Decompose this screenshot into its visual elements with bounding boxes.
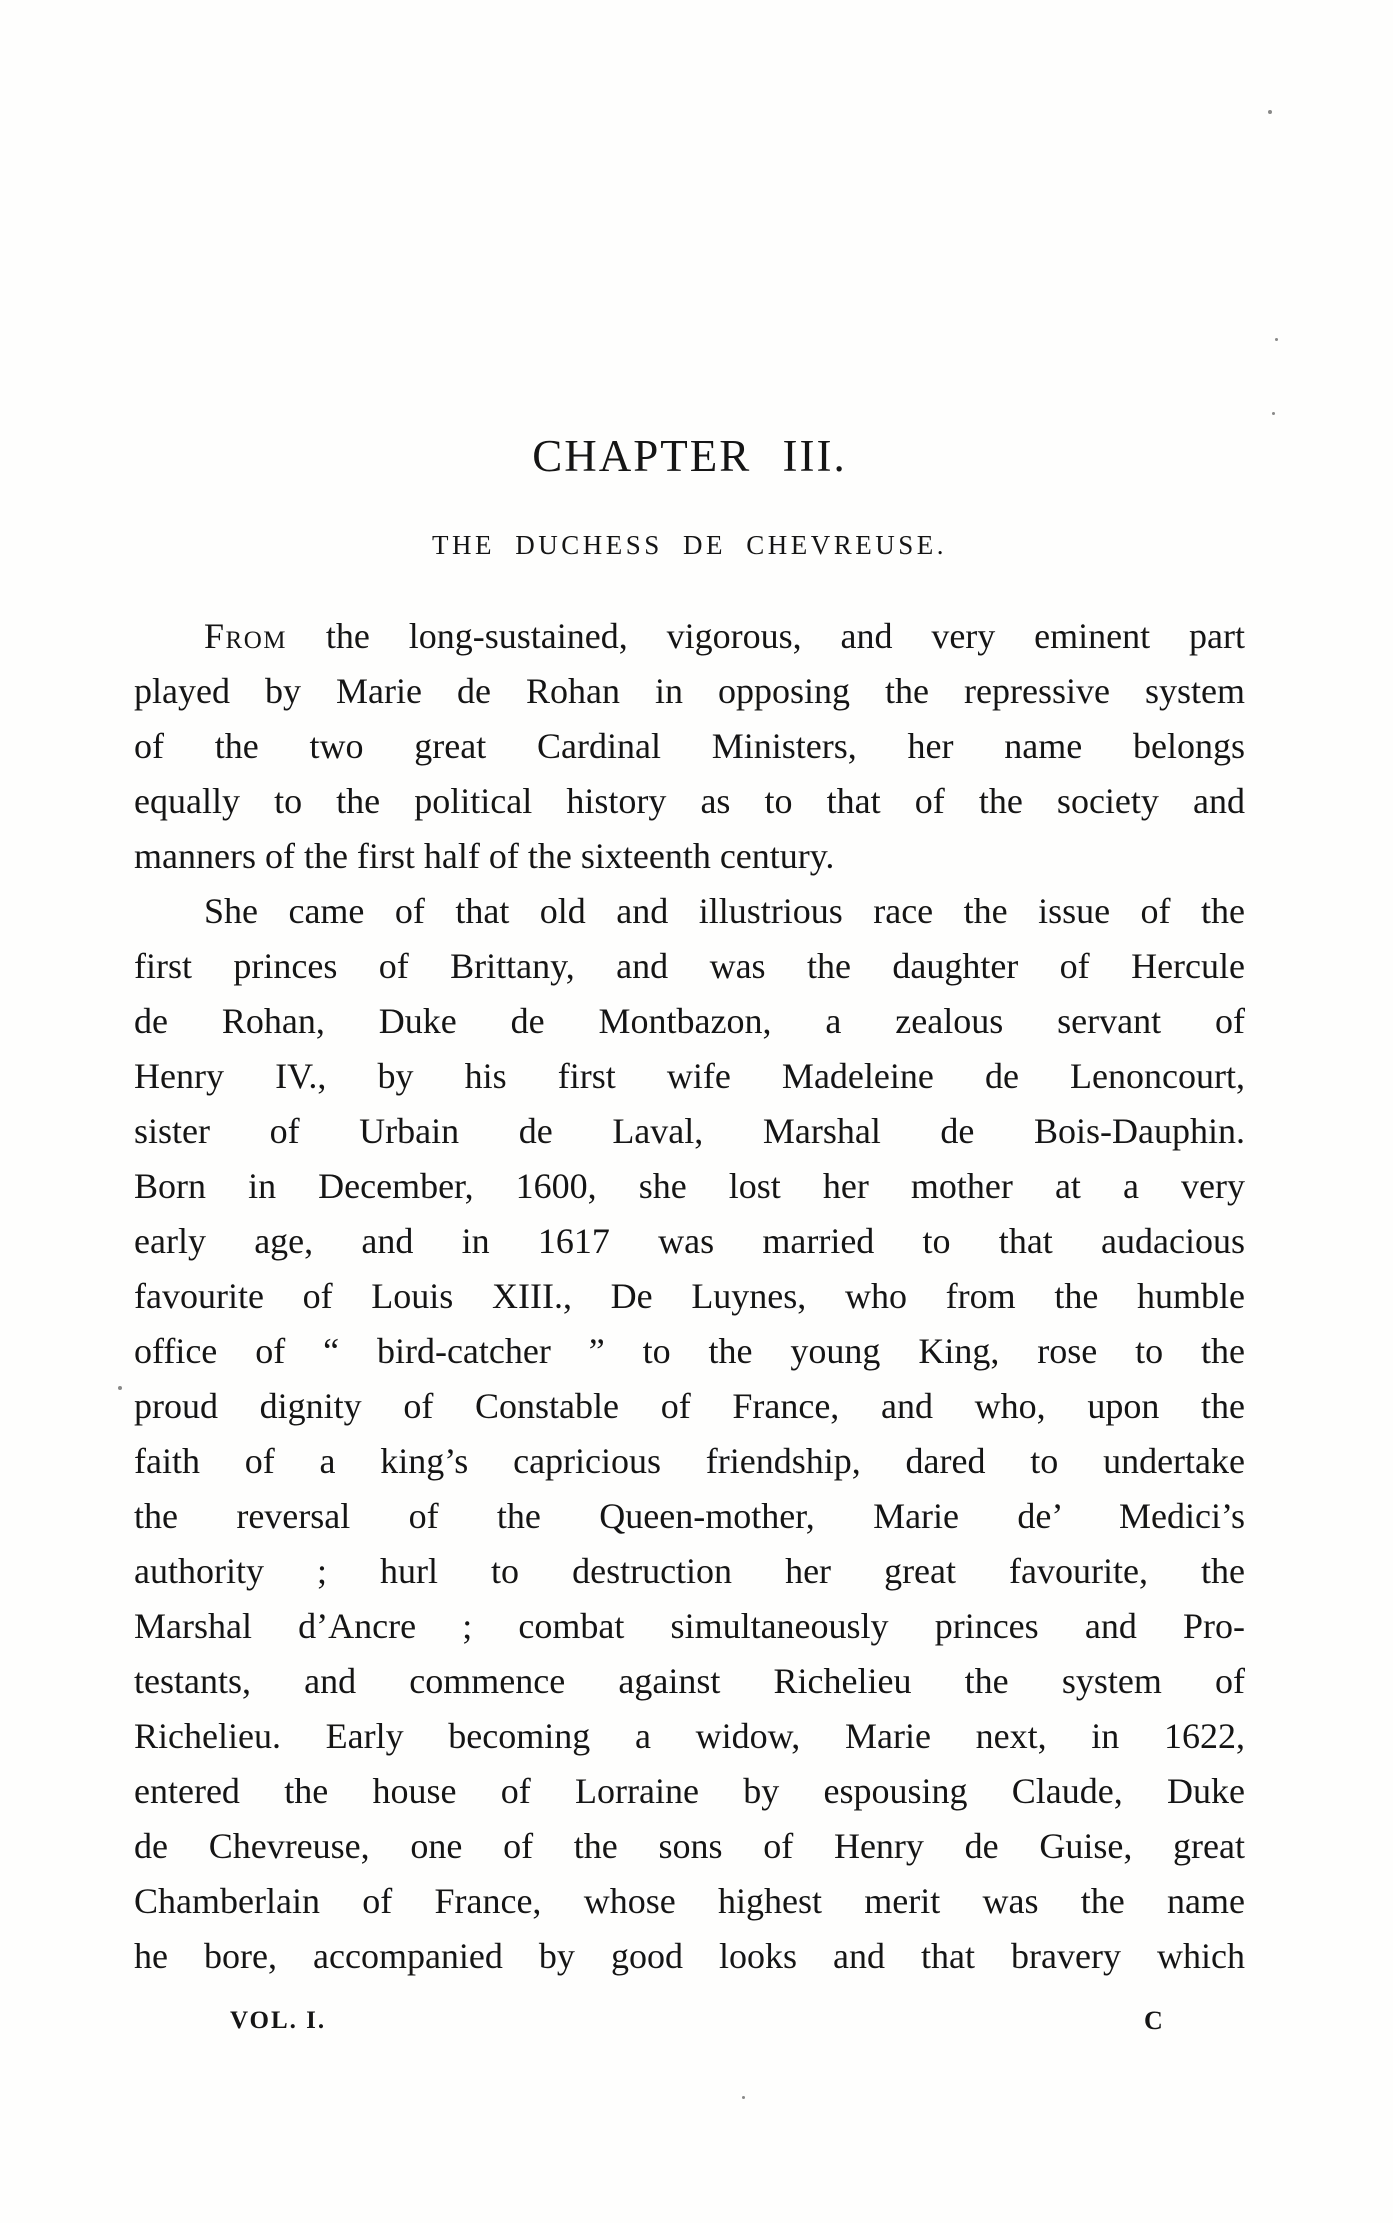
body-line: first princes of Brittany, and was the daughter of Hercule — [134, 946, 1245, 986]
body-line: faith of a king’s capricious friendship, dared to undertake — [134, 1441, 1245, 1481]
body-line: the reversal of the Queen-mother, Marie de’ Medici’s — [134, 1496, 1245, 1536]
chapter-subtitle: THE DUCHESS DE CHEVREUSE. — [431, 530, 947, 560]
body-line: Henry IV., by his first wife Madeleine de Lenoncourt, — [134, 1056, 1245, 1096]
page-footer — [134, 2004, 1245, 2046]
body-line: sister of Urbain de Laval, Marshal de Bois-Dauphin. — [134, 1111, 1245, 1151]
body-line: de Rohan, Duke de Montbazon, a zealous servant of — [134, 1001, 1245, 1041]
body-line: proud dignity of Constable of France, and who, upon the — [134, 1386, 1245, 1426]
scan-speck — [1268, 110, 1272, 114]
scan-speck — [1272, 412, 1275, 415]
lead-word: From — [204, 616, 287, 656]
body-line: entered the house of Lorraine by espousing Claude, Duke — [134, 1771, 1245, 1811]
body-line: From the long-sustained, vigorous, and very eminent part — [204, 616, 1245, 656]
body-line: early age, and in 1617 was married to that audacious — [134, 1221, 1245, 1261]
body-line: Born in December, 1600, she lost her mother at a very — [134, 1166, 1245, 1206]
body-line: de Chevreuse, one of the sons of Henry de Guise, great — [134, 1826, 1245, 1866]
body-line: he bore, accompanied by good looks and that bravery which — [134, 1936, 1245, 1976]
chapter-title: CHAPTER III. — [532, 431, 847, 481]
body-line: Marshal d’Ancre ; combat simultaneously princes and Pro- — [134, 1606, 1245, 1646]
scan-speck — [1275, 338, 1278, 341]
body-line: manners of the first half of the sixteenth century. — [134, 836, 835, 876]
volume-label: VOL. I. — [230, 2007, 327, 2034]
body-line: of the two great Cardinal Ministers, her name belongs — [134, 726, 1245, 766]
body-line: She came of that old and illustrious race the issue of the — [204, 891, 1245, 931]
scan-speck — [118, 1386, 122, 1390]
scan-speck — [742, 2096, 745, 2099]
body-line: authority ; hurl to destruction her great favourite, the — [134, 1551, 1245, 1591]
body-line: office of “ bird-catcher ” to the young King, rose to the — [134, 1331, 1245, 1371]
body-line: testants, and commence against Richelieu the system of — [134, 1661, 1245, 1701]
text-block — [134, 0, 1245, 2046]
body-line: equally to the political history as to that of the society and — [134, 781, 1245, 821]
body-line: Chamberlain of France, whose highest merit was the name — [134, 1881, 1245, 1921]
body-line: Richelieu. Early becoming a widow, Marie next, in 1622, — [134, 1716, 1245, 1756]
signature-mark: C — [1144, 2006, 1163, 2035]
body-line: favourite of Louis XIII., De Luynes, who from the humble — [134, 1276, 1245, 1316]
body-text — [134, 609, 1245, 1984]
body-line: played by Marie de Rohan in opposing the repressive system — [134, 671, 1245, 711]
